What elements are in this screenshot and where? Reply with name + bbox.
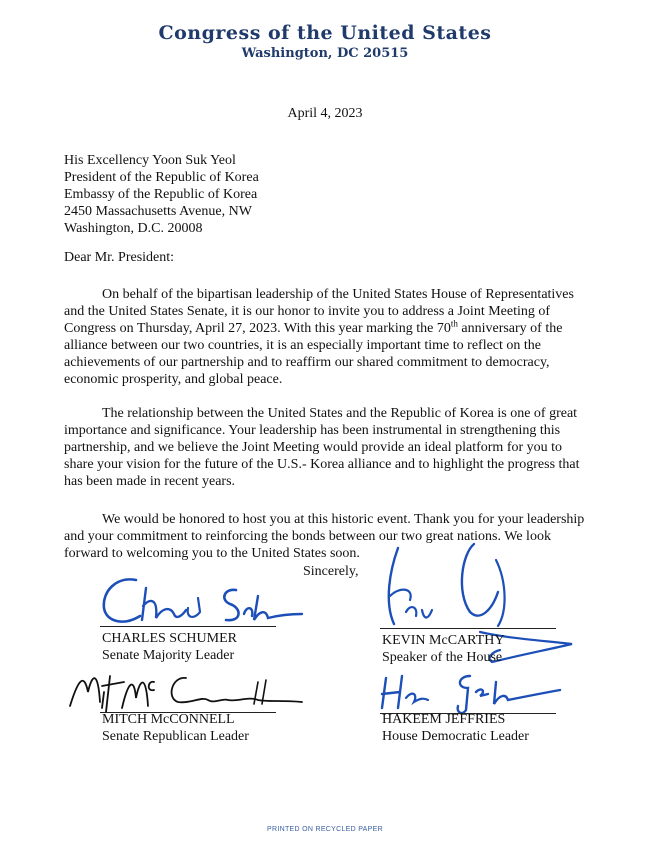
- letterhead-subtitle: Washington, DC 20515: [241, 46, 409, 61]
- paragraph-text: anniversary of the alliance between our two countries, it is an especially important time to reflect on the achievements of our partnership and to reaffirm our shared commitment to democracy, economic prosperity, and global peace.: [64, 321, 563, 387]
- address-line: 2450 Massachusetts Avenue, NW: [64, 204, 252, 219]
- signature-mcconnell: [62, 662, 312, 718]
- signature-line: [100, 626, 276, 627]
- letter-date: April 4, 2023: [287, 106, 363, 121]
- letterhead-title: Congress of the United States: [158, 22, 492, 44]
- address-line: Embassy of the Republic of Korea: [64, 187, 258, 202]
- paragraph-text: On behalf of the bipartisan leadership of the United States House of Representatives and the United States Senate, it is our honor to invite you to address a Joint Meeting of Congress on Thursday, April 27, 2023. With this year marking the 70: [64, 287, 574, 336]
- recipient-address: [64, 152, 259, 237]
- signatory-name: HAKEEM JEFFRIES: [382, 712, 506, 727]
- salutation: Dear Mr. President:: [64, 250, 175, 265]
- signatory-name: CHARLES SCHUMER: [102, 631, 237, 646]
- signatory-block-jeffries: [382, 711, 529, 745]
- signatory-block-mccarthy: [382, 632, 504, 666]
- recycled-paper-footer: PRINTED ON RECYCLED PAPER: [267, 826, 383, 833]
- body-paragraph-1: [64, 286, 590, 388]
- signatory-name: KEVIN McCARTHY: [382, 633, 505, 648]
- signatory-title: Speaker of the House: [382, 650, 503, 665]
- closing: Sincerely,: [303, 564, 359, 579]
- signatory-title: House Democratic Leader: [382, 729, 529, 744]
- signatory-block-mcconnell: [102, 711, 249, 745]
- body-paragraph-3: We would be honored to host you at this historic event. Thank you for your leadership and your commitment to reinforcing the bonds between our two great nations. We look forward to welcoming you to the United States soon.: [64, 512, 585, 561]
- signature-schumer: [96, 568, 306, 630]
- address-line: His Excellency Yoon Suk Yeol: [64, 153, 236, 168]
- address-line: President of the Republic of Korea: [64, 170, 259, 185]
- signatory-title: Senate Republican Leader: [102, 729, 249, 744]
- ordinal-suffix: th: [450, 318, 458, 329]
- address-line: Washington, D.C. 20008: [64, 221, 203, 236]
- letterhead: [0, 22, 650, 61]
- signature-line: [380, 628, 556, 629]
- signatory-name: MITCH McCONNELL: [102, 712, 235, 727]
- signatory-title: Senate Majority Leader: [102, 648, 235, 663]
- body-paragraph-2: The relationship between the United States and the Republic of Korea is one of great importance and significance. Your leadership has been instrumental in strengthening this partnership, and we believe the Joint Meeting would provide an ideal platform for you to share your vision for the future of the U.S.- Korea alliance and to highlight the progress that has been made in recent years.: [64, 406, 580, 489]
- signatory-block-schumer: [102, 630, 237, 664]
